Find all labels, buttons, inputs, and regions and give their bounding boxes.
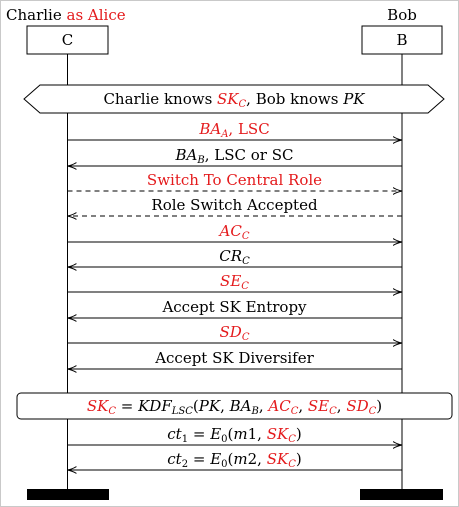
subscript: C bbox=[368, 406, 377, 417]
left-lifeline-end bbox=[27, 489, 109, 500]
message-label-m3 bbox=[147, 171, 322, 189]
key-derivation-formula bbox=[87, 397, 382, 417]
text-segment: SE bbox=[220, 272, 242, 290]
text-segment: 2, bbox=[247, 450, 267, 468]
text-segment: , bbox=[336, 397, 347, 415]
subscript: B bbox=[251, 406, 259, 417]
text-segment: m bbox=[233, 425, 248, 443]
subscript: C bbox=[108, 406, 116, 417]
text-segment: AC bbox=[219, 222, 242, 240]
message-label-m4 bbox=[151, 196, 318, 214]
subscript: C bbox=[329, 406, 337, 417]
text-segment: ) bbox=[295, 450, 302, 468]
text-segment: Switch To Central Role bbox=[146, 171, 323, 189]
subscript: C bbox=[241, 332, 250, 343]
text-segment: E bbox=[210, 450, 222, 468]
text-segment: = bbox=[188, 450, 211, 468]
text-segment: PK bbox=[198, 397, 221, 415]
text-segment: , bbox=[220, 397, 230, 415]
text-segment: SE bbox=[307, 397, 330, 415]
text-segment: BA bbox=[199, 120, 222, 138]
message-label-m11 bbox=[167, 425, 301, 445]
text-segment: = bbox=[188, 425, 211, 443]
text-segment: SK bbox=[266, 450, 289, 468]
subscript: 1 bbox=[181, 434, 189, 445]
subscript: 2 bbox=[181, 459, 189, 470]
text-segment: , bbox=[258, 397, 269, 415]
text-segment: SD bbox=[346, 397, 369, 415]
text-segment: = bbox=[115, 397, 139, 415]
text-segment: SK bbox=[266, 425, 289, 443]
text-segment: , LSC bbox=[228, 120, 270, 138]
text-segment: ct bbox=[167, 450, 182, 468]
text-segment: SD bbox=[219, 323, 242, 341]
text-segment: SK bbox=[86, 397, 109, 415]
subscript: 0 bbox=[221, 459, 228, 470]
text-segment: ) bbox=[376, 397, 383, 415]
text-segment: 1, bbox=[247, 425, 267, 443]
text-segment: ( bbox=[227, 450, 234, 468]
subscript: LSC bbox=[171, 406, 193, 417]
text-segment: Accept SK Entropy bbox=[162, 298, 307, 316]
message-label-m1 bbox=[198, 120, 269, 140]
text-segment: BA bbox=[229, 397, 252, 415]
right-lifeline-end bbox=[360, 489, 443, 500]
subscript: C bbox=[241, 231, 250, 242]
text-segment: , LSC or SC bbox=[204, 146, 294, 164]
shared-knowledge-text: Charlie knows $SK_C$, Bob knows PK bbox=[103, 90, 365, 110]
text-segment: AC bbox=[268, 397, 291, 415]
text-segment: ct bbox=[167, 425, 182, 443]
message-label-m7 bbox=[220, 272, 249, 292]
subscript: C bbox=[242, 256, 250, 267]
message-label-m12 bbox=[167, 450, 301, 470]
subscript: 0 bbox=[221, 434, 228, 445]
text-segment: ( bbox=[227, 425, 234, 443]
text-segment: KDF bbox=[138, 397, 172, 415]
message-label-m2 bbox=[175, 146, 294, 166]
subscript: C bbox=[288, 434, 296, 445]
subscript: C bbox=[241, 281, 249, 292]
subscript: C bbox=[290, 406, 299, 417]
text-segment: Role Switch Accepted bbox=[151, 196, 318, 214]
right-participant-box-label: B bbox=[396, 31, 408, 49]
left-participant-label: Charlie as Alice bbox=[6, 6, 126, 24]
text-segment: BA bbox=[175, 146, 198, 164]
text-segment: ) bbox=[295, 425, 302, 443]
text-segment: , bbox=[298, 397, 308, 415]
text-segment: ( bbox=[192, 397, 199, 415]
left-participant-box-label: C bbox=[61, 31, 74, 49]
message-label-m5 bbox=[218, 222, 250, 242]
text-segment: E bbox=[210, 425, 222, 443]
message-label-m10 bbox=[154, 349, 314, 367]
text-segment: m bbox=[233, 450, 248, 468]
message-label-m6 bbox=[219, 247, 250, 267]
text-segment: CR bbox=[219, 247, 243, 265]
message-label-m9 bbox=[220, 323, 250, 343]
text-segment: Accept SK Diversifer bbox=[155, 349, 314, 367]
right-participant-label: Bob bbox=[387, 6, 417, 24]
subscript: B bbox=[197, 155, 205, 166]
subscript: A bbox=[221, 129, 229, 140]
subscript: C bbox=[288, 459, 296, 470]
message-label-m8 bbox=[161, 298, 307, 316]
